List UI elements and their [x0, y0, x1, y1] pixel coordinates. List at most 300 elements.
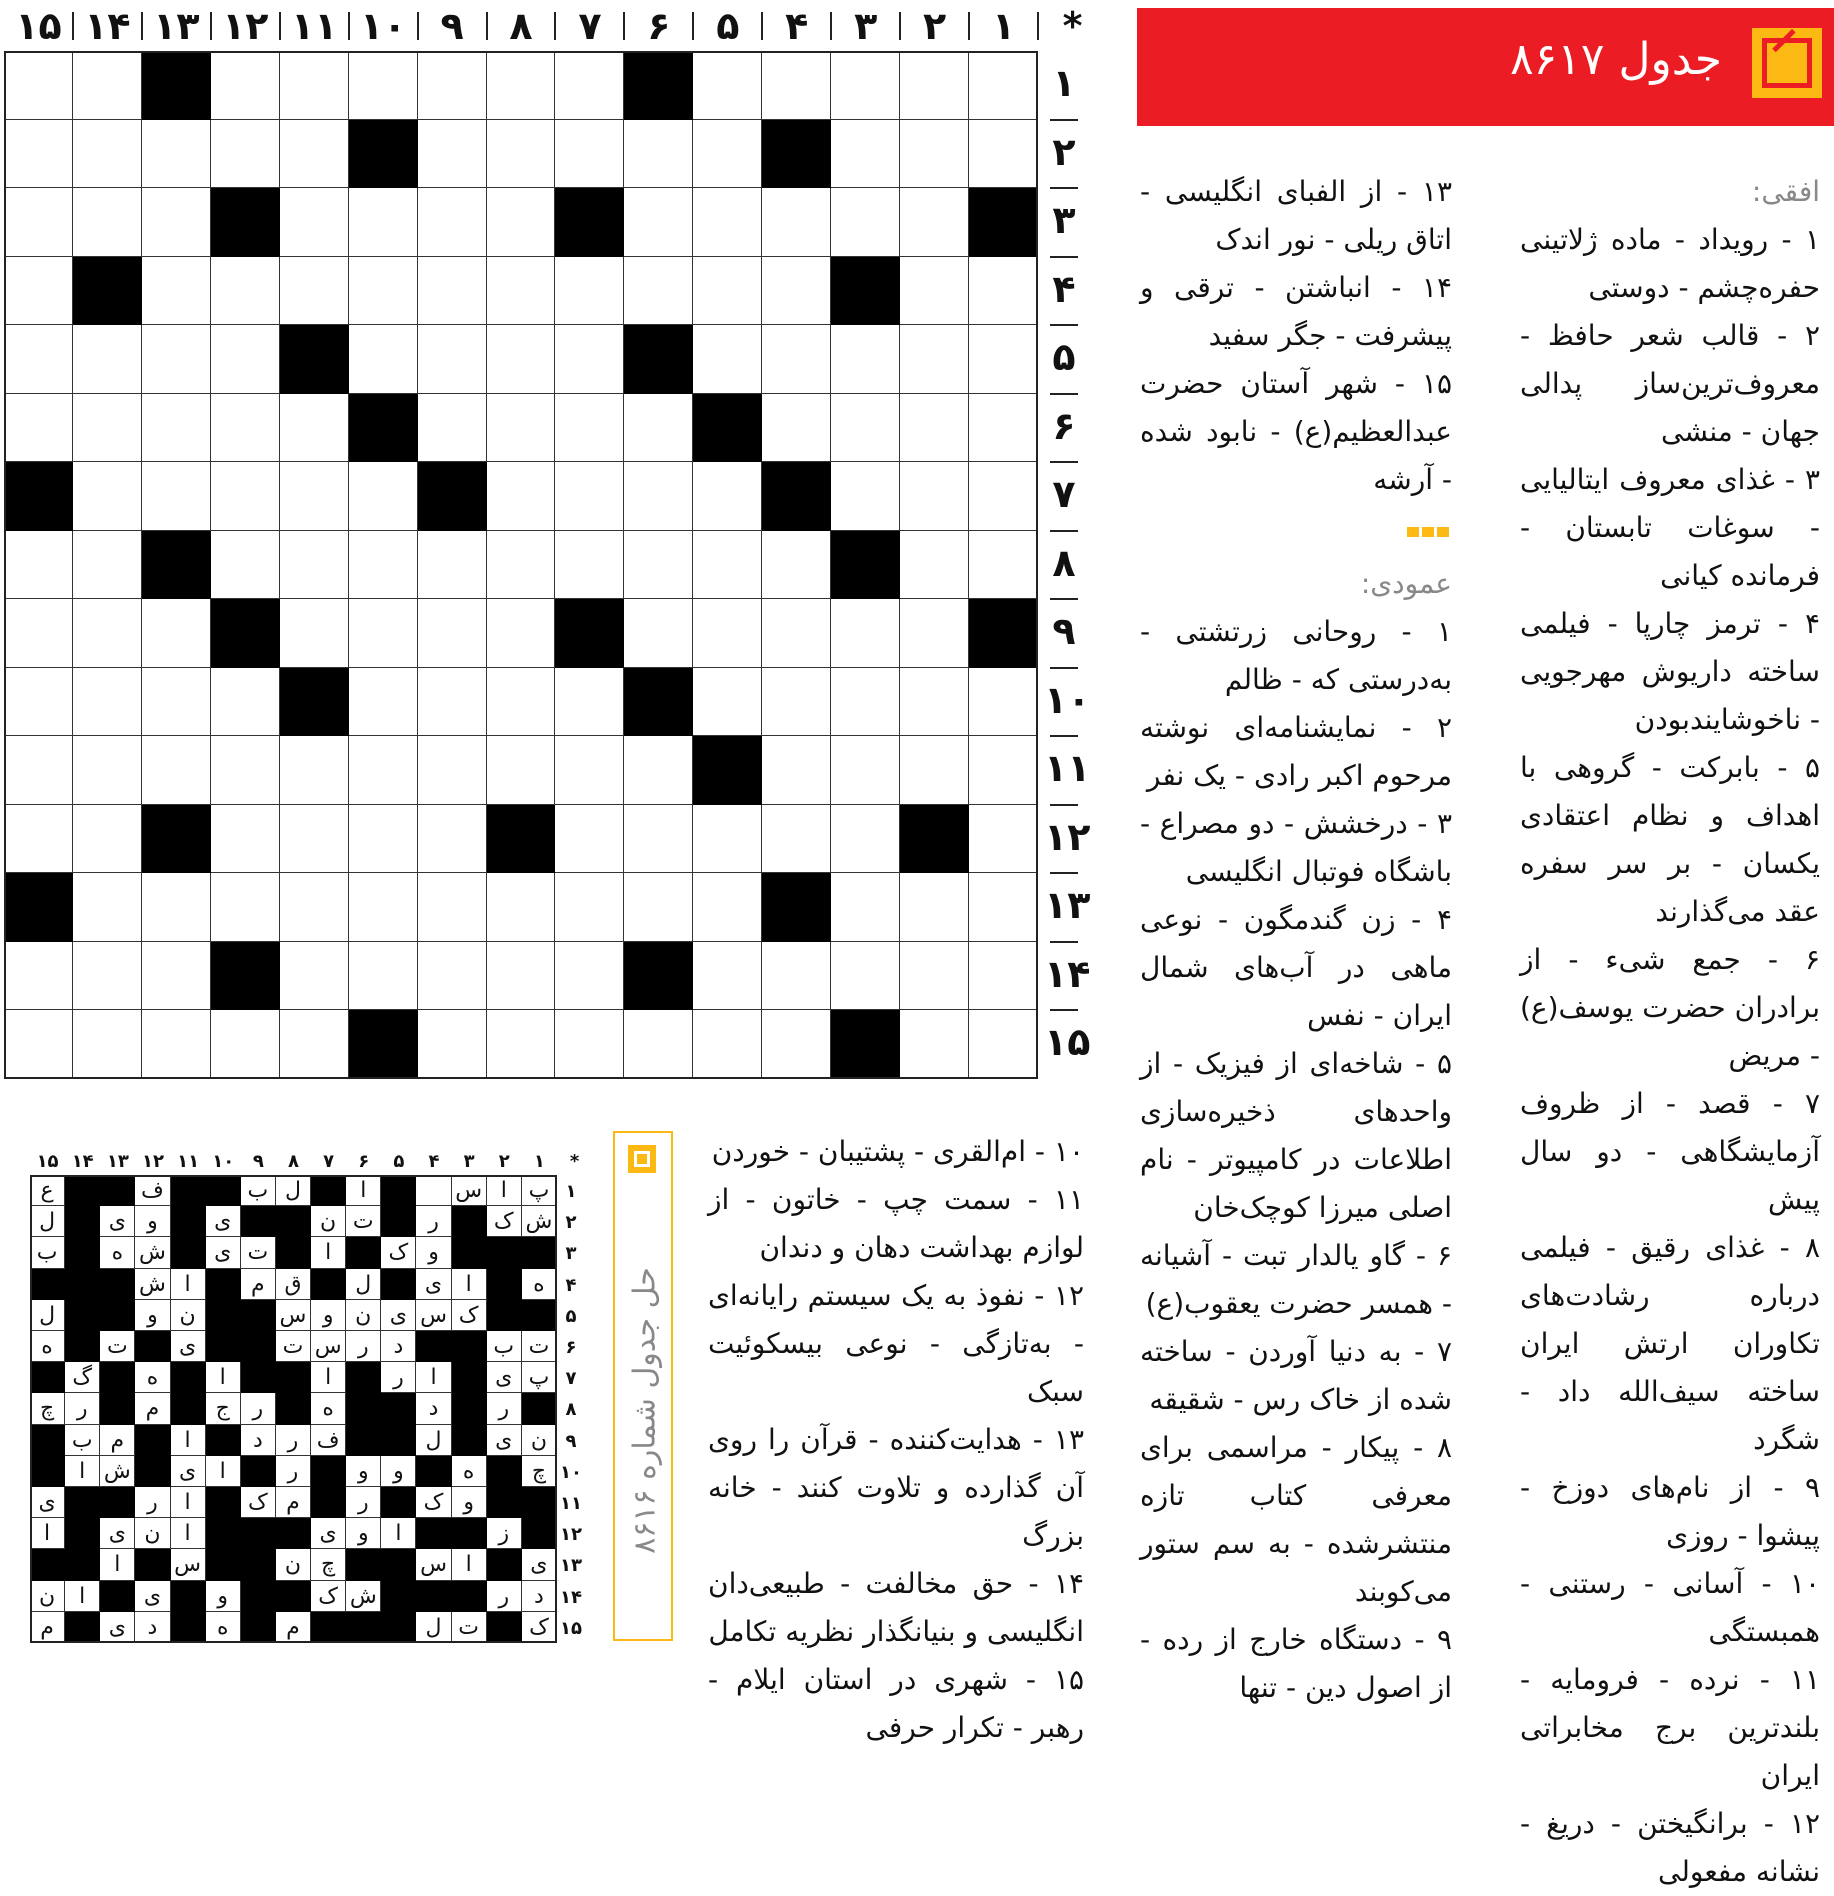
- column-label: ۶: [647, 4, 671, 48]
- grid-cell[interactable]: [900, 51, 969, 120]
- clue: ۶ - جمع شیء - از برادران حضرت یوسف(ع) - مریض: [1520, 943, 1820, 1072]
- grid-cell[interactable]: [693, 51, 762, 120]
- grid-cell[interactable]: [142, 325, 211, 394]
- grid-cell[interactable]: [142, 462, 211, 531]
- clue: ۴ - زن گندمگون - نوعی ماهی در آب‌های شمال ایران - نفس: [1140, 903, 1452, 1032]
- solution-cell: و: [135, 1206, 170, 1237]
- grid-cell[interactable]: [487, 873, 556, 942]
- solution-cell: ا: [311, 1362, 346, 1393]
- black-cell: [762, 873, 831, 942]
- grid-cell[interactable]: [900, 120, 969, 189]
- black-cell: [487, 805, 556, 874]
- grid-cell[interactable]: [624, 736, 693, 805]
- grid-cell[interactable]: [280, 257, 349, 326]
- grid-cell[interactable]: [762, 599, 831, 668]
- black-cell: [142, 531, 211, 600]
- row-separator: [1050, 804, 1078, 806]
- grid-cell[interactable]: [693, 599, 762, 668]
- grid-cell[interactable]: [693, 188, 762, 257]
- grid-cell[interactable]: [555, 942, 624, 1011]
- grid-cell[interactable]: [487, 120, 556, 189]
- black-cell: [142, 51, 211, 120]
- grid-cell[interactable]: [418, 942, 487, 1011]
- solution-cell: ش: [346, 1581, 381, 1612]
- row-separator: [1050, 667, 1078, 669]
- grid-cell[interactable]: [900, 257, 969, 326]
- grid-cell[interactable]: [211, 873, 280, 942]
- grid-cell[interactable]: [73, 942, 142, 1011]
- solution-cell: س: [452, 1175, 487, 1206]
- grid-cell[interactable]: [211, 1010, 280, 1079]
- grid-cell[interactable]: [349, 736, 418, 805]
- column-label: ۲: [923, 4, 947, 48]
- grid-cell[interactable]: [969, 531, 1038, 600]
- vertical-clues-col-c: [708, 1128, 1084, 1752]
- grid-cell[interactable]: [693, 120, 762, 189]
- grid-cell[interactable]: [762, 668, 831, 737]
- grid-cell[interactable]: [900, 736, 969, 805]
- grid-cell[interactable]: [418, 325, 487, 394]
- clue: ۸ - پیکار - مراسمی برای معرفی کتاب تازه منتشرشده - به سم ستور می‌کوبند: [1140, 1431, 1452, 1608]
- grid-cell[interactable]: [624, 462, 693, 531]
- solution-cell: ه: [206, 1612, 241, 1643]
- grid-cell[interactable]: [487, 1010, 556, 1079]
- grid-cell[interactable]: [4, 325, 73, 394]
- solution-row-label: ۱۴: [560, 1586, 582, 1608]
- grid-cell[interactable]: [624, 805, 693, 874]
- solution-cell: ن: [346, 1300, 381, 1331]
- grid-cell[interactable]: [73, 394, 142, 463]
- solution-cell: ه: [100, 1237, 135, 1268]
- solution-cell: ی: [135, 1581, 170, 1612]
- grid-cell[interactable]: [349, 325, 418, 394]
- solution-cell: ی: [100, 1206, 135, 1237]
- grid-cell[interactable]: [280, 394, 349, 463]
- horizontal-clue-list: [1520, 216, 1820, 1896]
- black-cell: [831, 531, 900, 600]
- grid-cell[interactable]: [280, 1010, 349, 1079]
- grid-cell[interactable]: [762, 325, 831, 394]
- grid-cell[interactable]: [831, 188, 900, 257]
- grid-cell[interactable]: [831, 462, 900, 531]
- grid-cell[interactable]: [487, 942, 556, 1011]
- black-cell: [693, 736, 762, 805]
- black-cell: [900, 805, 969, 874]
- grid-cell[interactable]: [211, 257, 280, 326]
- grid-cell[interactable]: [624, 257, 693, 326]
- grid-cell[interactable]: [73, 668, 142, 737]
- grid-cell[interactable]: [831, 668, 900, 737]
- clue: ۹ - از نام‌های دوزخ - پیشوا - روزی: [1520, 1471, 1820, 1552]
- grid-cell[interactable]: [73, 599, 142, 668]
- grid-cell[interactable]: [487, 668, 556, 737]
- black-cell: [4, 873, 73, 942]
- grid-cell[interactable]: [280, 942, 349, 1011]
- row-label: ۳: [1052, 198, 1076, 243]
- solution-row-label: ۱۵: [560, 1617, 582, 1639]
- solution-cell: ی: [100, 1612, 135, 1643]
- grid-cell[interactable]: [280, 51, 349, 120]
- grid-cell[interactable]: [142, 942, 211, 1011]
- solution-cell: ک: [522, 1612, 557, 1643]
- black-cell: [624, 325, 693, 394]
- solution-cell: ر: [487, 1581, 522, 1612]
- row-label: ۱۴: [1044, 951, 1091, 996]
- grid-cell[interactable]: [280, 531, 349, 600]
- grid-cell[interactable]: [762, 531, 831, 600]
- grid-cell[interactable]: [349, 51, 418, 120]
- grid-cell[interactable]: [969, 120, 1038, 189]
- grid-cell[interactable]: [555, 120, 624, 189]
- grid-cell[interactable]: [73, 51, 142, 120]
- solution-cell: ی: [487, 1362, 522, 1393]
- column-label: ۳: [854, 4, 878, 48]
- grid-cell[interactable]: [624, 188, 693, 257]
- solution-cell: ت: [452, 1612, 487, 1643]
- grid-cell[interactable]: [418, 1010, 487, 1079]
- grid-cell[interactable]: [73, 873, 142, 942]
- grid-cell[interactable]: [969, 873, 1038, 942]
- grid-cell[interactable]: [762, 188, 831, 257]
- grid-cell[interactable]: [900, 1010, 969, 1079]
- grid-cell[interactable]: [831, 120, 900, 189]
- row-label: ۱۵: [1044, 1020, 1091, 1065]
- grid-cell[interactable]: [4, 257, 73, 326]
- grid-cell[interactable]: [211, 120, 280, 189]
- grid-cell[interactable]: [624, 531, 693, 600]
- column-label: ۱: [991, 4, 1016, 48]
- grid-cell[interactable]: [142, 394, 211, 463]
- solution-column-label: ۹: [252, 1151, 264, 1172]
- grid-cell[interactable]: [4, 188, 73, 257]
- solution-column-label: ۱۰: [212, 1151, 235, 1172]
- grid-cell[interactable]: [349, 531, 418, 600]
- grid-cell[interactable]: [624, 120, 693, 189]
- grid-cell[interactable]: [762, 394, 831, 463]
- grid-cell[interactable]: [624, 599, 693, 668]
- black-cell: [280, 668, 349, 737]
- grid-cell[interactable]: [555, 257, 624, 326]
- grid-cell[interactable]: [418, 120, 487, 189]
- grid-cell[interactable]: [831, 325, 900, 394]
- grid-cell[interactable]: [831, 736, 900, 805]
- grid-cell[interactable]: [142, 1010, 211, 1079]
- solution-icon: [628, 1145, 656, 1173]
- grid-cell[interactable]: [418, 873, 487, 942]
- grid-cell[interactable]: [349, 942, 418, 1011]
- grid-cell[interactable]: [280, 599, 349, 668]
- row-separator: [1050, 872, 1078, 874]
- solution-column-label: ۸: [287, 1151, 299, 1172]
- grid-cell[interactable]: [280, 805, 349, 874]
- grid-cell[interactable]: [900, 873, 969, 942]
- clue: ۱۰ - آسانی - رستنی - همبستگی: [1520, 1567, 1820, 1648]
- row-label: ۱۰: [1044, 677, 1091, 722]
- grid-cell[interactable]: [969, 51, 1038, 120]
- grid-cell[interactable]: [73, 462, 142, 531]
- grid-cell[interactable]: [142, 873, 211, 942]
- grid-cell[interactable]: [211, 462, 280, 531]
- row-separator: [1050, 530, 1078, 532]
- grid-cell[interactable]: [418, 599, 487, 668]
- grid-cell[interactable]: [4, 1010, 73, 1079]
- solution-cell: ی: [30, 1487, 65, 1518]
- grid-cell[interactable]: [969, 805, 1038, 874]
- grid-cell[interactable]: [693, 531, 762, 600]
- grid-cell[interactable]: [969, 462, 1038, 531]
- solution-row-label: ۷: [565, 1368, 577, 1390]
- grid-cell[interactable]: [4, 668, 73, 737]
- grid-cell[interactable]: [487, 188, 556, 257]
- solution-cell: ف: [135, 1175, 170, 1206]
- solution-cell: و: [416, 1237, 451, 1268]
- column-label: ۱۱: [291, 4, 338, 48]
- clue: ۹ - دستگاه خارج از رده - از اصول دین - تنها: [1140, 1623, 1452, 1704]
- grid-cell[interactable]: [762, 257, 831, 326]
- grid-cell[interactable]: [73, 325, 142, 394]
- solution-cell: ا: [30, 1518, 65, 1549]
- grid-cell[interactable]: [693, 462, 762, 531]
- grid-cell[interactable]: [624, 1010, 693, 1079]
- grid-cell[interactable]: [4, 51, 73, 120]
- solution-cell: د: [135, 1612, 170, 1643]
- grid-cell[interactable]: [693, 257, 762, 326]
- grid-cell[interactable]: [280, 736, 349, 805]
- black-cell: [73, 257, 142, 326]
- grid-cell[interactable]: [762, 1010, 831, 1079]
- row-label: ۱۱: [1044, 746, 1091, 791]
- grid-cell[interactable]: [900, 462, 969, 531]
- grid-cell[interactable]: [555, 325, 624, 394]
- solution-cell: م: [100, 1425, 135, 1456]
- grid-cell[interactable]: [555, 462, 624, 531]
- grid-cell[interactable]: [624, 873, 693, 942]
- grid-cell[interactable]: [555, 805, 624, 874]
- grid-cell[interactable]: [693, 668, 762, 737]
- grid-cell[interactable]: [900, 394, 969, 463]
- grid-cell[interactable]: [142, 599, 211, 668]
- grid-cell[interactable]: [555, 873, 624, 942]
- grid-cell[interactable]: [73, 1010, 142, 1079]
- black-cell: [831, 1010, 900, 1079]
- solution-cell: ا: [381, 1518, 416, 1549]
- grid-cell[interactable]: [4, 599, 73, 668]
- clue: ۱۳ - هدایت‌کننده - قرآن را روی آن گذارده و تلاوت کنند - خانه بزرگ: [708, 1423, 1084, 1552]
- grid-cell[interactable]: [418, 257, 487, 326]
- grid-cell[interactable]: [418, 805, 487, 874]
- grid-cell[interactable]: [487, 599, 556, 668]
- grid-cell[interactable]: [693, 805, 762, 874]
- grid-cell[interactable]: [831, 51, 900, 120]
- horizontal-heading: افقی:: [1751, 175, 1820, 208]
- solution-cell: ا: [346, 1175, 381, 1206]
- grid-cell[interactable]: [142, 120, 211, 189]
- horizontal-clues-col-a: [1520, 168, 1820, 1896]
- grid-cell[interactable]: [418, 531, 487, 600]
- solution-cell: ا: [452, 1269, 487, 1300]
- clue: ۱۴ - حق مخالفت - طبیعی‌دان انگلیسی و بنیانگذار نظریه تکامل: [708, 1567, 1084, 1648]
- clue: ۶ - گاو یالدار تبت - آشیانه - همسر حضرت یعقوب(ع): [1140, 1239, 1452, 1320]
- grid-cell[interactable]: [349, 462, 418, 531]
- grid-cell[interactable]: [280, 188, 349, 257]
- grid-cell[interactable]: [4, 805, 73, 874]
- grid-cell[interactable]: [211, 51, 280, 120]
- grid-cell[interactable]: [831, 394, 900, 463]
- grid-cell[interactable]: [4, 531, 73, 600]
- grid-cell[interactable]: [211, 805, 280, 874]
- grid-cell[interactable]: [4, 394, 73, 463]
- black-cell: [211, 188, 280, 257]
- solution-cell: ه: [452, 1456, 487, 1487]
- clue: ۱ - روحانی زرتشتی - به‌درستی که - ظالم: [1140, 615, 1452, 696]
- grid-cell[interactable]: [900, 325, 969, 394]
- clue: ۱۱ - سمت چپ - خاتون - از لوازم بهداشت دهان و دندان: [708, 1183, 1084, 1264]
- grid-cell[interactable]: [762, 805, 831, 874]
- grid-cell[interactable]: [142, 257, 211, 326]
- grid-cell[interactable]: [900, 668, 969, 737]
- black-cell: [624, 942, 693, 1011]
- grid-cell[interactable]: [349, 188, 418, 257]
- grid-cell[interactable]: [280, 873, 349, 942]
- grid-cell[interactable]: [487, 51, 556, 120]
- grid-cell[interactable]: [73, 805, 142, 874]
- solution-cell: چ: [311, 1549, 346, 1580]
- solution-row-label: ۹: [565, 1430, 577, 1452]
- solution-column-label: ۲: [498, 1151, 510, 1172]
- grid-cell[interactable]: [418, 668, 487, 737]
- solution-cell: ر: [276, 1456, 311, 1487]
- column-label: ۱۳: [153, 4, 200, 48]
- solution-cell: ک: [381, 1237, 416, 1268]
- grid-cell[interactable]: [969, 736, 1038, 805]
- grid-cell[interactable]: [900, 531, 969, 600]
- grid-cell[interactable]: [900, 942, 969, 1011]
- solution-cell: ج: [206, 1393, 241, 1424]
- grid-cell[interactable]: [900, 188, 969, 257]
- grid-cell[interactable]: [487, 325, 556, 394]
- grid-cell[interactable]: [487, 736, 556, 805]
- solution-column-label: ۱۴: [71, 1151, 94, 1172]
- grid-cell[interactable]: [487, 257, 556, 326]
- solution-cell: پ: [522, 1175, 557, 1206]
- grid-cell[interactable]: [762, 942, 831, 1011]
- grid-cell[interactable]: [142, 188, 211, 257]
- clue: ۵ - بابرکت - گروهی با اهداف و نظام اعتقادی یکسان - بر سر سفره عقد می‌گذارند: [1520, 751, 1820, 928]
- row-separator: [1050, 256, 1078, 258]
- solution-cell: ن: [30, 1581, 65, 1612]
- solution-cell: ف: [311, 1425, 346, 1456]
- grid-cell[interactable]: [487, 394, 556, 463]
- grid-cell[interactable]: [211, 668, 280, 737]
- grid-cell[interactable]: [900, 599, 969, 668]
- grid-cell[interactable]: [73, 120, 142, 189]
- clue: ۱ - رویداد - ماده ژلاتینی حفره‌چشم - دوستی: [1520, 223, 1820, 304]
- grid-cell[interactable]: [211, 531, 280, 600]
- grid-cell[interactable]: [4, 942, 73, 1011]
- black-cell: [762, 120, 831, 189]
- grid-cell[interactable]: [624, 394, 693, 463]
- grid-cell[interactable]: [831, 805, 900, 874]
- grid-cell[interactable]: [418, 188, 487, 257]
- black-cell: [762, 462, 831, 531]
- grid-cell[interactable]: [4, 736, 73, 805]
- grid-cell[interactable]: [280, 120, 349, 189]
- grid-cell[interactable]: [555, 51, 624, 120]
- grid-cell[interactable]: [555, 736, 624, 805]
- grid-cell[interactable]: [693, 942, 762, 1011]
- solution-row-label: ۳: [565, 1243, 577, 1265]
- solution-cell: ن: [522, 1425, 557, 1456]
- grid-cell[interactable]: [762, 51, 831, 120]
- grid-cell[interactable]: [831, 942, 900, 1011]
- grid-cell[interactable]: [555, 668, 624, 737]
- grid-cell[interactable]: [418, 394, 487, 463]
- solution-cell: ت: [346, 1206, 381, 1237]
- grid-cell[interactable]: [831, 599, 900, 668]
- grid-cell[interactable]: [969, 942, 1038, 1011]
- grid-cell[interactable]: [349, 805, 418, 874]
- grid-cell[interactable]: [969, 325, 1038, 394]
- grid-cell[interactable]: [349, 873, 418, 942]
- grid-cell[interactable]: [211, 325, 280, 394]
- solution-cell: ا: [206, 1362, 241, 1393]
- grid-cell[interactable]: [211, 736, 280, 805]
- solution-cell: ی: [206, 1237, 241, 1268]
- grid-cell[interactable]: [969, 257, 1038, 326]
- row-separator: [1050, 941, 1078, 943]
- row-label: ۹: [1052, 609, 1076, 654]
- grid-cell[interactable]: [142, 736, 211, 805]
- grid-cell[interactable]: [555, 1010, 624, 1079]
- grid-cell[interactable]: [555, 394, 624, 463]
- solution-cell: و: [346, 1518, 381, 1549]
- solution-row-label: ۱۲: [560, 1524, 582, 1546]
- grid-cell[interactable]: [349, 668, 418, 737]
- grid-cell[interactable]: [280, 462, 349, 531]
- grid-cell[interactable]: [349, 257, 418, 326]
- solution-row-label: ۱۰: [560, 1461, 582, 1483]
- grid-cell[interactable]: [693, 873, 762, 942]
- grid-cell[interactable]: [969, 668, 1038, 737]
- grid-cell[interactable]: [73, 736, 142, 805]
- solution-cell: ر: [487, 1393, 522, 1424]
- grid-cell[interactable]: [418, 736, 487, 805]
- solution-cell: ی: [311, 1518, 346, 1549]
- grid-cell[interactable]: [418, 51, 487, 120]
- grid-cell[interactable]: [4, 120, 73, 189]
- row-label: ۲: [1052, 129, 1076, 174]
- grid-cell[interactable]: [969, 1010, 1038, 1079]
- solution-cell: ی: [171, 1456, 206, 1487]
- grid-cell[interactable]: [693, 325, 762, 394]
- grid-cell[interactable]: [211, 394, 280, 463]
- grid-cell[interactable]: [487, 531, 556, 600]
- corner-label: *: [1062, 4, 1083, 48]
- grid-cell[interactable]: [142, 668, 211, 737]
- grid-cell[interactable]: [693, 1010, 762, 1079]
- grid-cell[interactable]: [969, 394, 1038, 463]
- solution-cell: ب: [241, 1175, 276, 1206]
- grid-cell[interactable]: [487, 462, 556, 531]
- grid-cell[interactable]: [73, 531, 142, 600]
- vertical-clue-list-continued: [708, 1128, 1084, 1752]
- grid-cell[interactable]: [349, 599, 418, 668]
- grid-cell[interactable]: [831, 873, 900, 942]
- grid-cell[interactable]: [555, 531, 624, 600]
- grid-cell[interactable]: [73, 188, 142, 257]
- column-label: ۴: [785, 4, 809, 48]
- grid-cell[interactable]: [762, 736, 831, 805]
